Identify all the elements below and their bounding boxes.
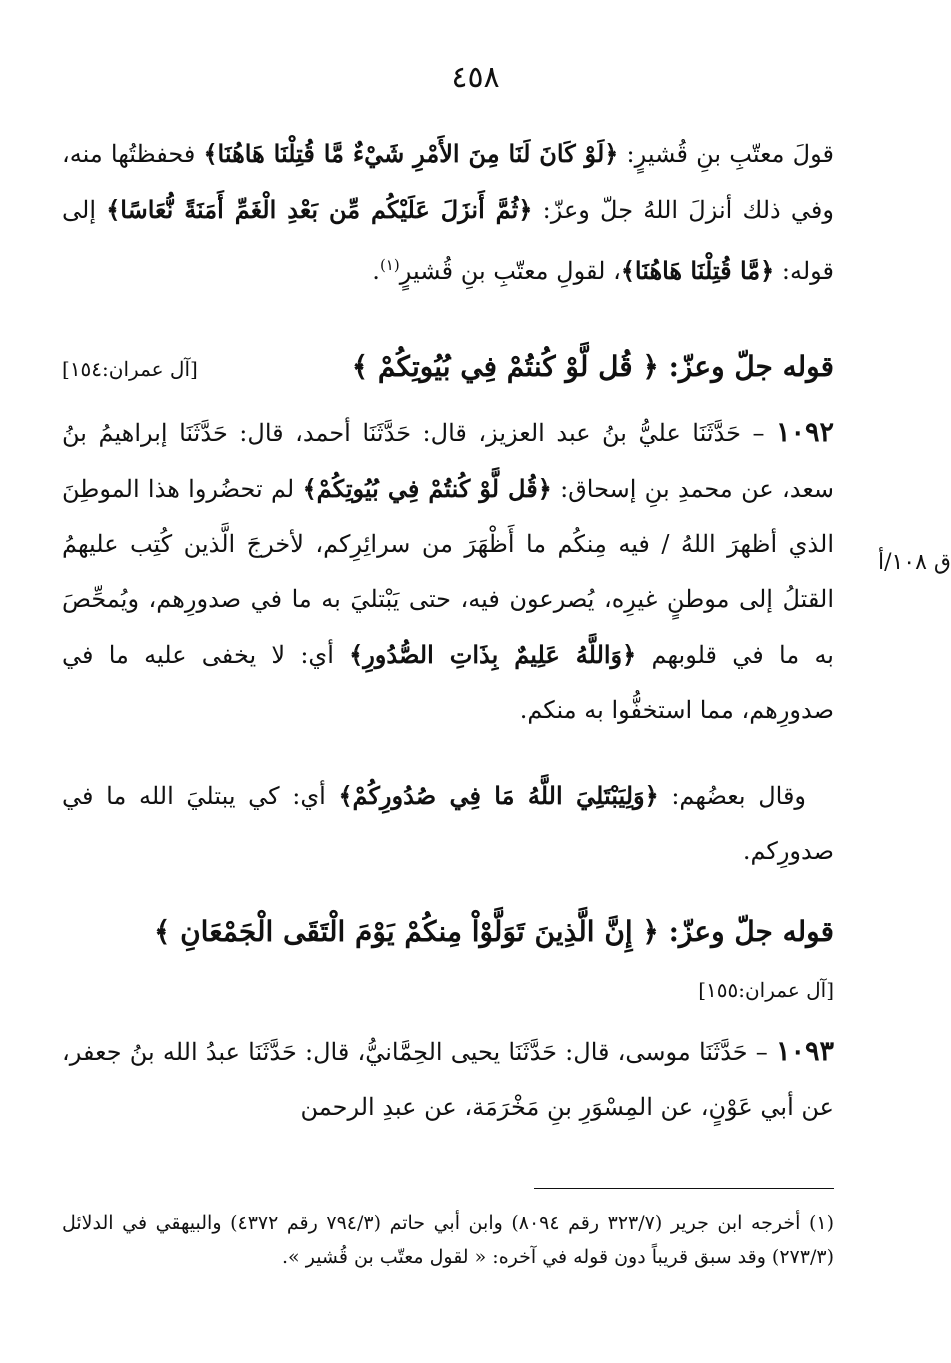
para1-text-d: ، لقولِ معتّبِ بنِ قُشيرٍ [399, 257, 621, 285]
para2-text-a: – حَدَّثَنَا عليُّ بنُ عبد العزيز، قال: حَدَّثَنَا أحمد، قال: حَدَّثَنَا إبراهيمُ بنُ سعد، عن محمدِ بنِ إسحاق: [62, 419, 835, 503]
quran-quote: ﴿ثُمَّ أَنزَلَ عَلَيْكُم مِّن بَعْدِ الْغَمِّ أَمَنَةً نُّعَاسًا﴾ [106, 195, 533, 224]
paragraph-4 [62, 1024, 834, 1135]
section-heading-2 [62, 915, 834, 948]
quran-quote: ﴿وَلِيَبْتَلِيَ اللَّهُ مَا فِي صُدُورِكُمْ﴾ [338, 781, 659, 810]
section-heading-1 [62, 350, 834, 383]
paragraph-3 [62, 768, 834, 879]
para3-text-b: أي: كي يبتليَ الله ما في صدورِكم. [62, 782, 834, 865]
para2-text-b: لم تحضُروا هذا الموطِنَ الذي أظهرَ اللهُ / فيه مِنكُم ما أَظْهَرَ من سرائِرِكم، لأخرجَ الَّذين كُتِب عليهمُ القتلُ إلى موطنٍ غيرِه، يُصرعون فيه، حتى يَبْتليَ به ما في صدورِهم، ويُمحِّصَ به ما في قلوبهم [62, 475, 834, 669]
para4-text-a: – حَدَّثَنَا موسى، قال: حَدَّثَنَا يحيى الحِمَّانيُّ، قال: حَدَّثَنَا عبدُ الله بنُ جعفر، عن أبي عَوْنٍ، عن المِسْوَرِ بنِ مَخْرَمَة، عن عبدِ الرحمن [62, 1038, 834, 1121]
footnote-marker: (١) [379, 256, 400, 274]
page-number: ٤٥٨ [451, 60, 500, 95]
heading-2-text: قوله جلّ وعزّ: ﴿ إِنَّ الَّذِينَ تَوَلَّوْاْ مِنكُمْ يَوْمَ الْتَقَى الْجَمْعَانِ ﴾ [153, 915, 834, 948]
para3-text-a: وقال بعضُهم: [658, 782, 807, 810]
para1-text-c: إلى قوله: [62, 196, 834, 285]
quran-quote: ﴿مَّا قُتِلْنَا هَاهُنَا﴾ [620, 256, 775, 285]
paragraph-1 [62, 126, 834, 299]
heading-1-text: قوله جلّ وعزّ: ﴿ قُل لَّوْ كُنتُمْ فِي بُيُوتِكُمْ ﴾ [351, 350, 834, 383]
footnote-separator [534, 1188, 834, 1189]
footnote: (١) أخرجه ابن جرير (٣٢٣/٧ رقم ٨٠٩٤) وابن أبي حاتم (٧٩٤/٣ رقم ٤٣٧٢) والبيهقي في الدلائل (٢٧٣/٣) وقد سبق قريباً دون قوله في آخره: « لقول معتّب بن قُشير ». [62, 1212, 835, 1268]
heading-2-reference: [آل عمران:١٥٥] [698, 978, 834, 1002]
paragraph-2 [62, 405, 834, 738]
quran-quote: ﴿لَوْ كَانَ لَنَا مِنَ الأَمْرِ شَيْءٌ مَّا قُتِلْنَا هَاهُنَا﴾ [203, 139, 619, 168]
para2-text-c: أي: لا يخفى عليه ما في صدورِهم، مما استخفُّوا به منكم. [62, 641, 834, 724]
para1-text-b: فحفظتُها منه، وفي ذلك أنزلَ اللهُ جلّ وعزّ: [62, 140, 834, 224]
para1-end: . [372, 257, 380, 285]
margin-folio-note: ق ١٠٨/أ [877, 550, 951, 575]
quran-quote: ﴿قُل لَّوْ كُنتُمْ فِي بُيُوتِكُمْ﴾ [302, 474, 552, 503]
heading-1-reference: [آل عمران:١٥٤] [62, 357, 198, 381]
hadith-number: ١٠٩٣ [775, 1036, 834, 1067]
para1-text-a: قولَ معتّبِ بنِ قُشيرٍ: [618, 140, 834, 168]
hadith-number: ١٠٩٢ [775, 417, 834, 448]
quran-quote: ﴿وَاللَّهُ عَلِيمٌ بِذَاتِ الصُّدُورِ﴾ [349, 640, 637, 669]
